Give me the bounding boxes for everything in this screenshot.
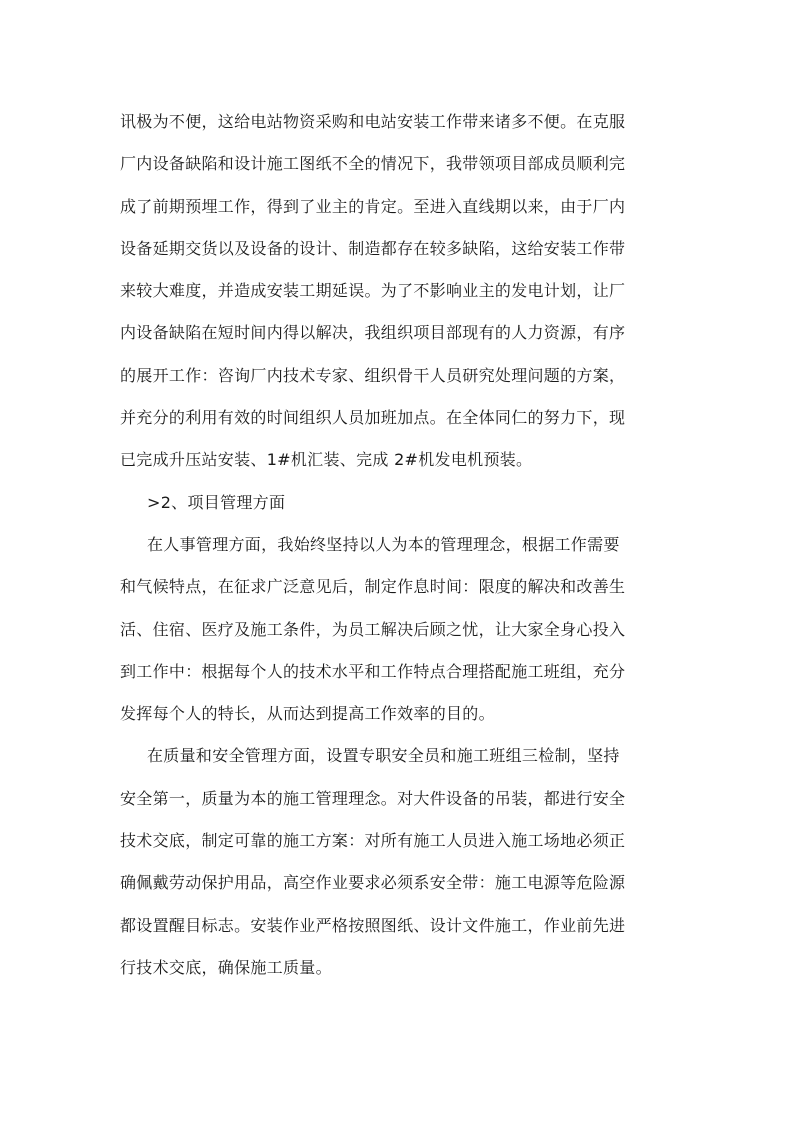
paragraph-line: 安全第一，质量为本的施工管理理念。对大件设备的吊装，都进行安全 <box>120 788 626 808</box>
paragraph-line: 和气候特点，在征求广泛意见后，制定作息时间：限度的解决和改善生 <box>120 577 626 597</box>
document-body <box>120 101 680 989</box>
paragraph-line: 活、住宿、医疗及施工条件，为员工解决后顾之忧，让大家全身心投入 <box>120 619 626 639</box>
paragraph-line: 内设备缺陷在短时间内得以解决，我组织项目部现有的人力资源，有序 <box>120 323 626 343</box>
paragraph-line: 在人事管理方面，我始终坚持以人为本的管理理念，根据工作需要 <box>147 534 620 554</box>
paragraph-line: 在质量和安全管理方面，设置专职安全员和施工班组三检制，坚持 <box>147 746 620 766</box>
paragraph-line: 都设置醒目标志。安装作业严格按照图纸、设计文件施工，作业前先进 <box>120 915 626 935</box>
paragraph-line: 厂内设备缺陷和设计施工图纸不全的情况下，我带领项目部成员顺利完 <box>120 154 626 174</box>
paragraph-line: 成了前期预埋工作，得到了业主的肯定。至进入直线期以来，由于厂内 <box>120 196 626 216</box>
paragraph-line: 发挥每个人的特长，从而达到提高工作效率的目的。 <box>120 704 495 724</box>
section-heading: >2、项目管理方面 <box>147 492 286 512</box>
paragraph-line: 已完成升压站安装、1#机汇装、完成 2#机发电机预装。 <box>120 450 533 470</box>
paragraph-line: 的展开工作：咨询厂内技术专家、组织骨干人员研究处理问题的方案， <box>120 365 626 385</box>
paragraph-line: 行技术交底，确保施工质量。 <box>120 957 332 977</box>
paragraph-line: 设备延期交货以及设备的设计、制造都存在较多缺陷，这给安装工作带 <box>120 238 626 258</box>
paragraph-line: 来较大难度，并造成安装工期延误。为了不影响业主的发电计划，让厂 <box>120 281 626 301</box>
paragraph-line: 到工作中：根据每个人的技术水平和工作特点合理搭配施工班组，充分 <box>120 661 626 681</box>
paragraph-line: 确佩戴劳动保护用品，高空作业要求必须系安全带：施工电源等危险源 <box>120 873 626 893</box>
paragraph-line: 并充分的利用有效的时间组织人员加班加点。在全体同仁的努力下，现 <box>120 408 626 428</box>
paragraph-line: 讯极为不便，这给电站物资采购和电站安装工作带来诸多不便。在克服 <box>120 112 626 131</box>
paragraph-line: 技术交底，制定可靠的施工方案：对所有施工人员进入施工场地必须正 <box>120 831 626 851</box>
